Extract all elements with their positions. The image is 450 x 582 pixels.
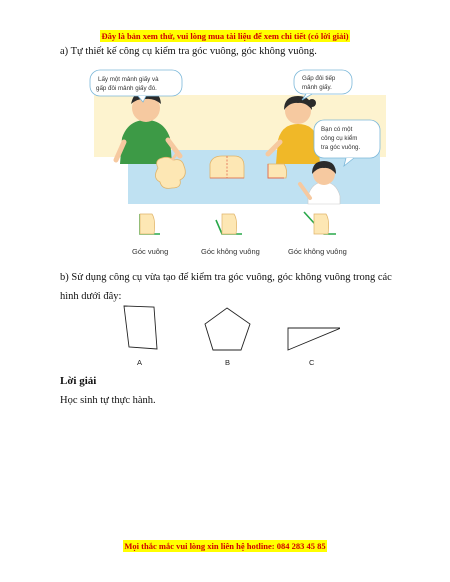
preview-banner [0, 26, 450, 44]
caption-not-right-angle-1: Góc không vuông [201, 247, 260, 256]
bubble-boy-line-1: Lấy một mảnh giấy và [98, 76, 159, 83]
shape-label-a: A [137, 358, 143, 367]
shapes-figure [115, 302, 340, 372]
shape-label-c: C [309, 358, 315, 367]
bubble-girl-right-line-3: tra góc vuông. [321, 144, 361, 151]
bubble-girl-right-line-2: công cụ kiểm [321, 135, 358, 142]
bubble-boy-line-2: gấp đôi mảnh giấy đó. [96, 85, 157, 92]
part-b-text: b) Sử dụng công cụ vừa tạo để kiểm tra góc vuông, góc không vuông trong các hình dưới đây: [60, 272, 392, 302]
paper-folded-half [210, 156, 244, 178]
paper-folded-corner [268, 164, 287, 178]
solution-heading: Lời giải [60, 375, 97, 387]
angle-check-right [140, 214, 160, 234]
bubble-girl-right-line-1: Bạn có một [321, 126, 353, 133]
bubble-girl-top-line-2: mảnh giấy. [302, 84, 332, 91]
caption-right-angle: Góc vuông [132, 247, 169, 256]
angle-check-not-right-1 [216, 214, 242, 234]
caption-not-right-angle-2: Góc không vuông [288, 247, 347, 256]
preview-banner-text: Đây là bản xem thử, vui lòng mua tài liệu để xem chi tiết (có lời giải) [101, 31, 349, 41]
shape-label-b: B [225, 358, 231, 367]
angle-check-not-right-2 [304, 212, 336, 234]
solution-text: Học sinh tự thực hành. [60, 395, 156, 406]
hotline-footer-text: Mọi thắc mắc vui lòng xin liên hệ hotline: 084 283 45 85 [124, 541, 326, 551]
shape-triangle-c [288, 328, 340, 350]
folding-paper-illustration [88, 68, 388, 264]
bubble-girl-top-line-1: Gấp đôi tiếp [302, 75, 336, 82]
part-a-text: a) Tự thiết kế công cụ kiểm tra góc vuông, góc không vuông. [60, 46, 317, 57]
hotline-footer [0, 536, 450, 554]
shape-pentagon-b [205, 308, 250, 350]
shape-quadrilateral-a [124, 306, 157, 349]
